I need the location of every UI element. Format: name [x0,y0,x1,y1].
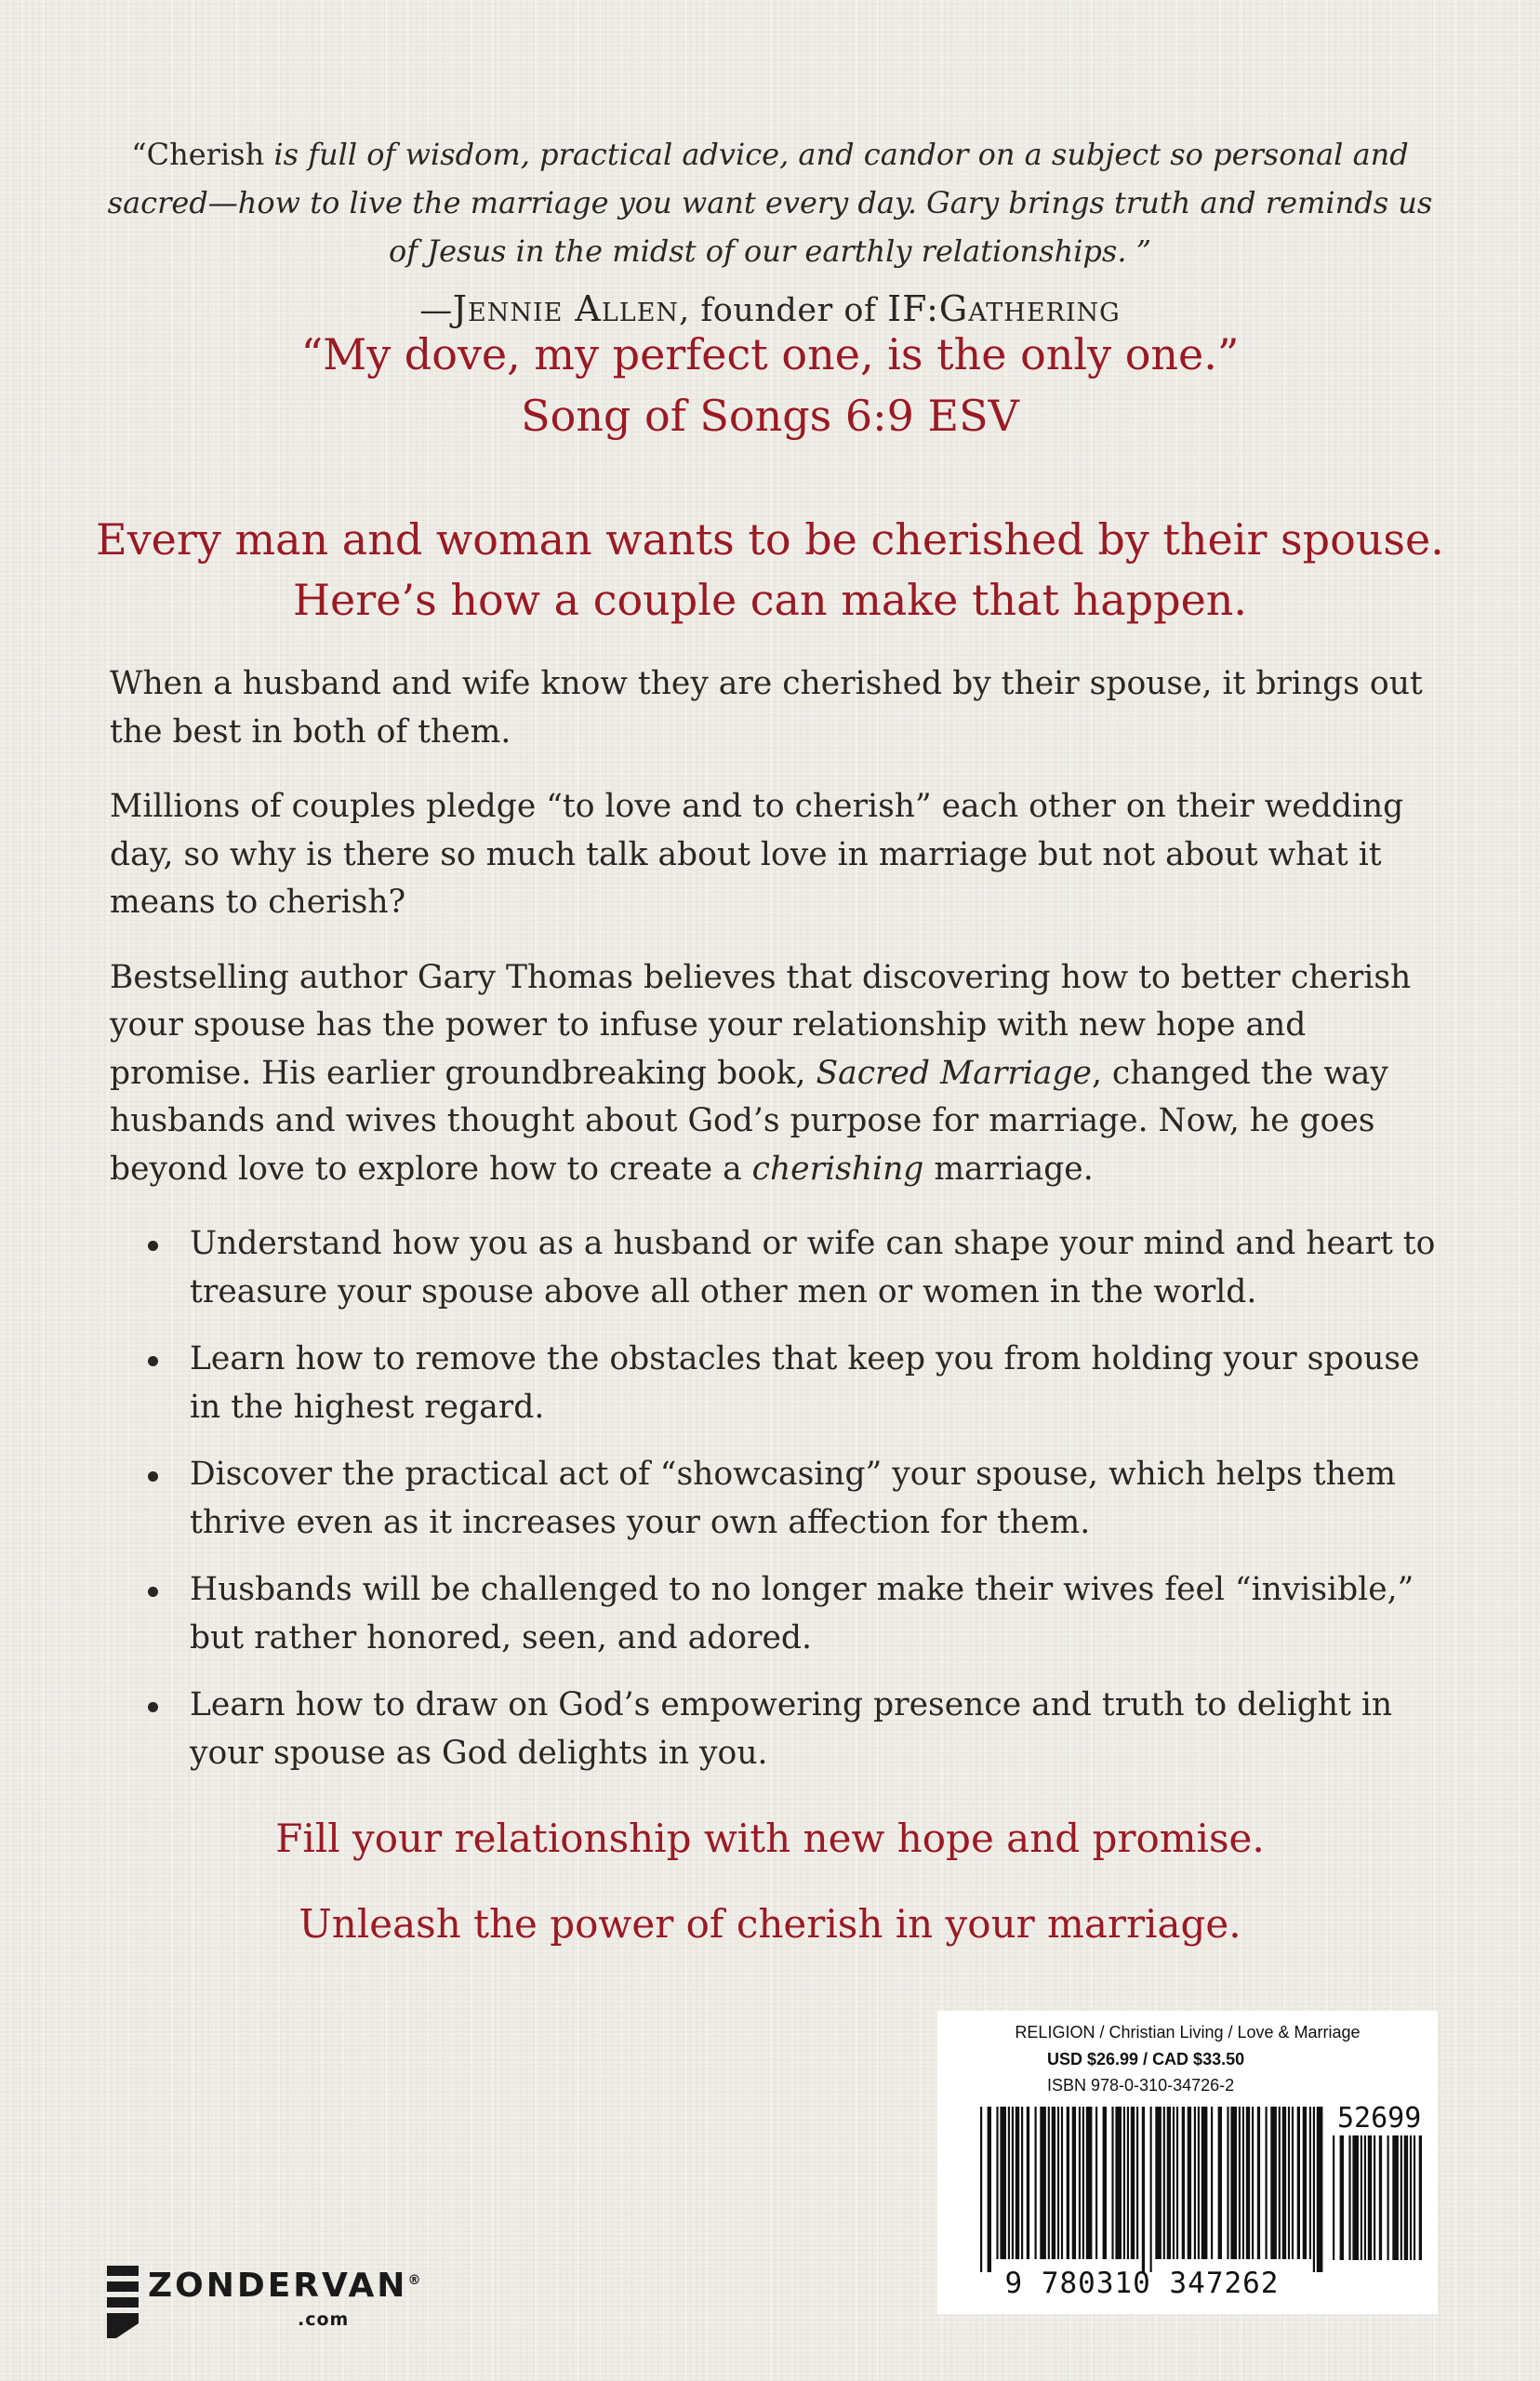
scripture-reference: Song of Songs 6:9 ESV [521,391,1019,441]
barcode-bar [1387,2135,1389,2260]
addon-number: 52699 [1337,2102,1422,2135]
barcode-bar [1176,2107,1178,2259]
barcode-bar [1317,2107,1323,2272]
barcode-bar [1392,2135,1399,2260]
endorsed-book-title: Cherish [146,137,265,172]
ean-barcode [980,2107,1326,2272]
barcode-bar [1257,2107,1260,2259]
barcode-bar [1368,2135,1372,2260]
barcode-bar [1297,2107,1300,2259]
closing-line-2: Unleash the power of cherish in your marriage. [299,1901,1241,1947]
barcode-bar [1279,2107,1281,2259]
barcode-bar [1201,2107,1208,2259]
barcode-bar [1198,2107,1200,2259]
list-item: Husbands will be challenged to no longer make their wives feel “invisible,” but rather honored, seen, and adored. [110,1566,1449,1662]
barcode-bar [1103,2107,1107,2259]
barcode-bar [1079,2107,1081,2259]
endorsement [102,130,1438,329]
barcode-bar [1000,2107,1006,2259]
barcode-bar [1218,2107,1222,2259]
barcode-bar [1404,2135,1408,2260]
barcode-bar [1008,2107,1010,2259]
barcode-bar [1288,2107,1290,2259]
publisher-name: ZONDERVAN® [148,2267,421,2305]
barcode-bar [1067,2107,1069,2259]
paragraph-2: Millions of couples pledge “to love and to cherish” each other on their wedding day, so why is there so much talk about love in marriage but not about what it means to cherish? [110,788,1404,921]
addon-barcode [1333,2135,1426,2273]
barcode-bar [1040,2107,1046,2259]
barcode-bar [1352,2135,1359,2260]
barcode-panel [937,2011,1438,2314]
endorser-org: IF:Gathering [887,288,1121,329]
barcode-bar [1188,2107,1191,2259]
ean-number: 9 780310 347262 [1004,2267,1280,2300]
closing-line-1: Fill your relationship with new hope and promise. [275,1816,1265,1861]
list-item: Discover the practical act of “showcasing” your spouse, which helps them thrive even as it increases your own affection for them. [110,1451,1449,1547]
barcode-bar [1246,2107,1250,2259]
headline-line-1: Every man and woman wants to be cherished by their spouse. [96,514,1444,565]
barcode-bar [980,2107,982,2272]
barcode-bar [1136,2107,1138,2259]
barcode-bar [1266,2107,1268,2259]
headline-line-2: Here’s how a couple can make that happen. [292,575,1248,625]
barcode-bar [1340,2135,1344,2260]
barcode-bar [1111,2107,1113,2259]
barcode-bar [1414,2135,1415,2260]
closing-taglines [0,1814,1540,1949]
barcode-bar [1016,2107,1019,2259]
barcode-bar [1194,2107,1196,2259]
barcode-bar [1142,2107,1145,2272]
publisher-domain: .com [298,2309,350,2330]
barcode-bar [1061,2107,1063,2259]
barcode-bar [1086,2107,1093,2259]
endorsement-attribution: —Jennie Allen, founder of IF:Gathering [419,288,1121,329]
scripture-quote: “My dove, my perfect one, is the only one.” [300,329,1240,379]
price: USD $26.99 / CAD $33.50 [1047,2050,1245,2068]
barcode-bar [1123,2107,1125,2259]
barcode-bar [1410,2135,1412,2260]
publisher-logo [107,2258,498,2333]
book-title-sacred-marriage: Sacred Marriage [816,1054,1092,1092]
barcode-bar [1361,2135,1362,2260]
barcode-bar [1348,2135,1350,2260]
barcode-bar [1131,2107,1135,2259]
barcode-bar [1095,2107,1097,2259]
barcode-bar [1364,2135,1366,2260]
barcode-bar [1167,2107,1171,2259]
barcode-bar [1282,2107,1286,2259]
barcode-bar [1242,2107,1244,2259]
isbn: ISBN 978-0-310-34726-2 [1047,2076,1235,2095]
barcode-bar [1401,2135,1402,2260]
emphasis-cherishing: cherishing [751,1150,924,1188]
list-item: Understand how you as a husband or wife can shape your mind and heart to treasure your spouse above all other men or women in the world. [110,1220,1449,1316]
barcode-bar [1052,2107,1055,2259]
barcode-bar [1379,2135,1382,2260]
list-item: Learn how to draw on God’s empowering presence and truth to delight in your spouse as God delights in you. [110,1682,1449,1777]
zondervan-mark-icon [107,2266,142,2338]
endorsement-text: is full of wisdom, practical advice, and candor on a subject so personal and sacred—how to live the marriage you want every day. Gary brings truth and reminds us of Jesus in the midst of our earthly relationships. ” [107,137,1433,269]
barcode-bar [1333,2135,1334,2260]
barcode-bar [1419,2135,1422,2260]
benefit-list [110,1220,1449,1777]
paragraph-1: When a husband and wife know they are cherished by their spouse, it brings out the best in both of them. [110,665,1423,751]
bisac-category: RELIGION / Christian Living / Love & Marriage [1015,2023,1361,2042]
headline [0,510,1540,631]
barcode-bar [1303,2107,1307,2259]
barcode-bar [1173,2107,1175,2259]
barcode-bar [1313,2107,1315,2272]
barcode-bar [1292,2107,1294,2259]
barcode-bar [1230,2107,1237,2259]
barcode-bar [1211,2107,1213,2259]
barcode-bar [1012,2107,1014,2259]
barcode-bar [1021,2107,1023,2259]
scripture-block [0,324,1540,446]
barcode-bar [1309,2107,1311,2259]
endorsement-quote: “Cherish is full of wisdom, practical advice, and candor on a subject so personal and sacred—how to live the marriage you want every day. Gary brings truth and reminds us of Jesus in the midst of our earthly relationships. ” [107,137,1433,269]
barcode-bar [1057,2107,1059,2259]
barcode-bar [996,2107,998,2259]
barcode-bar [1035,2107,1037,2259]
barcode-bar [988,2107,991,2272]
barcode-bar [1127,2107,1129,2259]
barcode-bar [1270,2107,1277,2259]
barcode-bar [1048,2107,1050,2259]
barcode-bar [1239,2107,1241,2259]
paragraph-3: Bestselling author Gary Thomas believes that discovering how to better cherish your spouse has the power to infuse your relationship with new hope and promise. His earlier groundbreaking book, Sacred Marriage, changed the way husbands and wives thought about God’s purpose for marriage. Now, he goes beyond love to explore how to create a cherishing marriage. [110,958,1412,1188]
barcode-bar [1163,2107,1165,2259]
barcode-bar [1155,2107,1162,2259]
barcode-bar [1072,2107,1076,2259]
description [110,660,1449,1797]
endorser-name: Jennie Allen [452,288,680,329]
barcode-bar [1374,2135,1375,2260]
list-item: Learn how to remove the obstacles that keep you from holding your spouse in the highest regard. [110,1336,1449,1431]
barcode-bar [1082,2107,1084,2259]
barcode-bar [1027,2107,1029,2259]
barcode-bar [1227,2107,1228,2259]
barcode-bar [1150,2107,1152,2272]
barcode-bar [1252,2107,1254,2259]
barcode-bar [1115,2107,1122,2259]
barcode-bar [1182,2107,1185,2259]
